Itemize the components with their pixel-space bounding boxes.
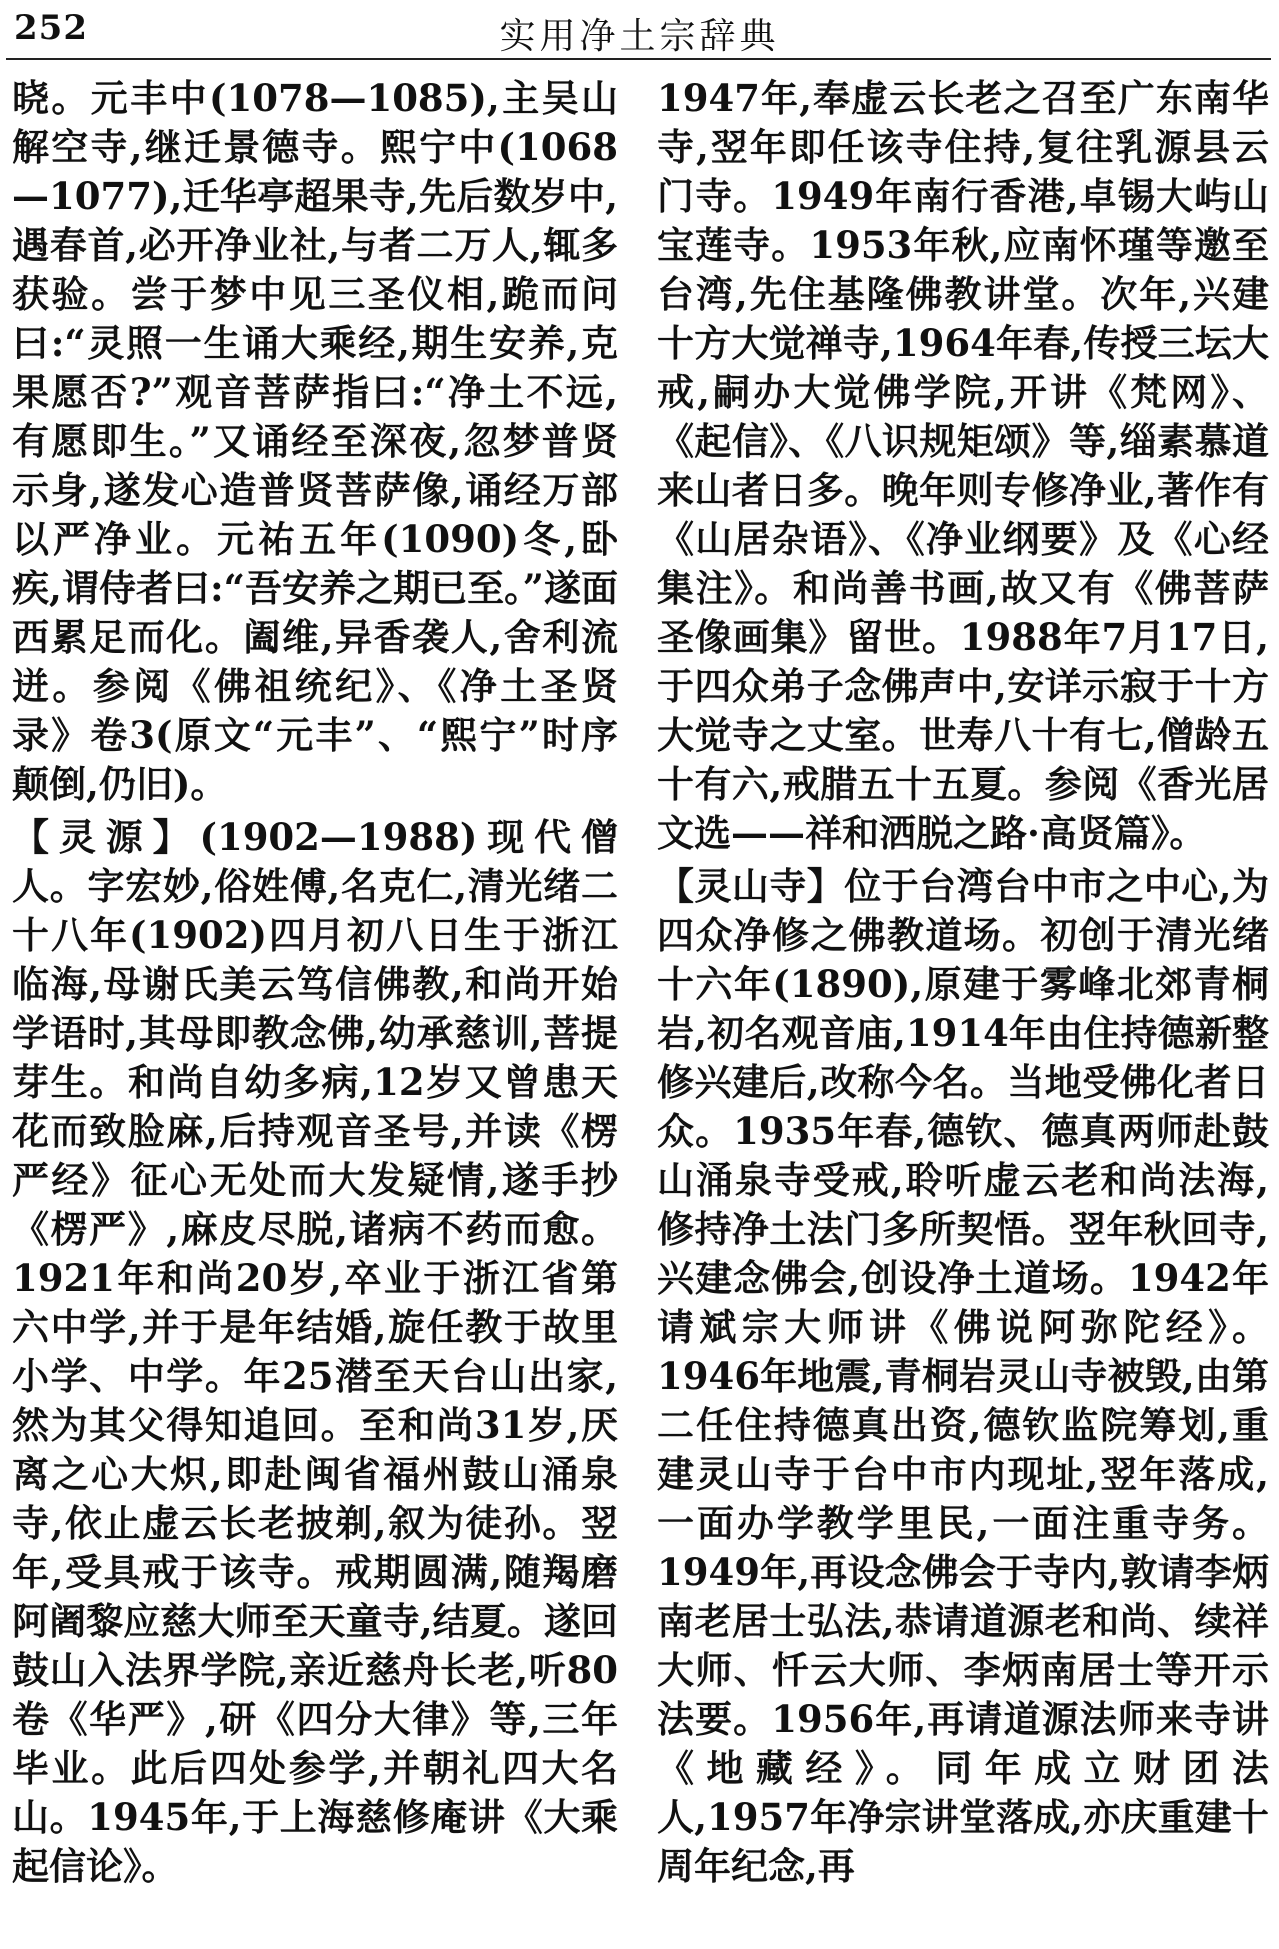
header-rule	[6, 58, 1271, 60]
entry-continuation-paragraph: 晓。元丰中(1078—1085),主吴山解空寺,继迁景德寺。熙宁中(1068—1077),迁华亭超果寺,先后数岁中,遇春首,必开净业社,与者二万人,辄多获验。尝于梦中见三圣仪相,跪而问曰:“灵照一生诵大乘经,期生安养,克果愿否?”观音菩萨指曰:“净土不远,有愿即生。”又诵经至深夜,忽梦普贤示身,遂发心造普贤菩萨像,诵经万部以严净业。元祐五年(1090)冬,卧疾,谓侍者曰:“吾安养之期已至。”遂面西累足而化。阖维,异香袭人,舍利流迸。参阅《佛祖统纪》、《净土圣贤录》卷3(原文“元丰”、“熙宁”时序颠倒,仍旧)。	[12, 76, 618, 806]
headword-lingshansi: 【灵山寺】	[657, 864, 845, 908]
running-head: 实用净土宗辞典	[499, 16, 780, 57]
page-number: 252	[14, 8, 88, 48]
entry-lingyuan-body: (1902—1988)现代僧人。字宏妙,俗姓傅,名克仁,清光绪二十八年(1902)四月初八日生于浙江临海,母谢氏美云笃信佛教,和尚开始学语时,其母即教念佛,幼承慈训,菩提芽生。和尚自幼多病,12岁又曾患天花而致脸麻,后持观音圣号,并读《楞严经》征心无处而大发疑情,遂手抄《楞严》,麻皮尽脱,诸病不药而愈。1921年和尚20岁,卒业于浙江省第六中学,并于是年结婚,旋任教于故里小学、中学。年25潜至天台山出家,然为其父得知追回。至和尚31岁,厌离之心大炽,即赴闽省福州鼓山涌泉寺,依止虚云长老披剃,叙为徒孙。翌年,受具戒于该寺。戒期圆满,随羯磨阿阇黎应慈大师至天童寺,结夏。遂回鼓山入法界学院,亲近慈舟长老,听80卷《华严》,研《四分大律》等,三年毕业。此后四处参学,并朝礼四大名山。1945年,于上海慈修庵讲《大乘起信论》。	[12, 815, 618, 1888]
headword-lingyuan: 【灵源】	[12, 815, 200, 859]
entry-lingyuan	[12, 813, 618, 1891]
entry-lingshansi	[657, 862, 1269, 1891]
right-column	[657, 74, 1269, 1891]
entry-lingshansi-body: 位于台湾台中市之中心,为四众净修之佛教道场。初创于清光绪十六年(1890),原建于雾峰北郊青桐岩,初名观音庙,1914年由住持德新整修兴建后,改称今名。当地受佛化者日众。1935年春,德钦、德真两师赴鼓山涌泉寺受戒,聆听虚云老和尚法海,修持净土法门多所契悟。翌年秋回寺,兴建念佛会,创设净土道场。1942年请斌宗大师讲《佛说阿弥陀经》。1946年地震,青桐岩灵山寺被毁,由第二任住持德真出资,德钦监院筹划,重建灵山寺于台中市内现址,翌年落成,一面办学教学里民,一面注重寺务。1949年,再设念佛会于寺内,敦请李炳南老居士弘法,恭请道源老和尚、续祥大师、忏云大师、李炳南居士等开示法要。1956年,再请道源法师来寺讲《地藏经》。同年成立财团法人,1957年净宗讲堂落成,亦庆重建十周年纪念,再	[657, 864, 1270, 1888]
entry-lingyuan-continuation: 1947年,奉虚云长老之召至广东南华寺,翌年即任该寺住持,复往乳源县云门寺。1949年南行香港,卓锡大屿山宝莲寺。1953年秋,应南怀瑾等邀至台湾,先住基隆佛教讲堂。次年,兴建十方大觉禅寺,1964年春,传授三坛大戒,嗣办大觉佛学院,开讲《梵网》、《起信》、《八识规矩颂》等,缁素慕道来山者日多。晚年则专修净业,著作有《山居杂语》、《净业纲要》及《心经集注》。和尚善书画,故又有《佛菩萨圣像画集》留世。1988年7月17日,于四众弟子念佛声中,安详示寂于十方大觉寺之丈室。世寿八十有七,僧龄五十有六,戒腊五十五夏。参阅《香光居文选——祥和洒脱之路·高贤篇》。	[657, 76, 1269, 855]
left-column	[12, 74, 618, 1891]
